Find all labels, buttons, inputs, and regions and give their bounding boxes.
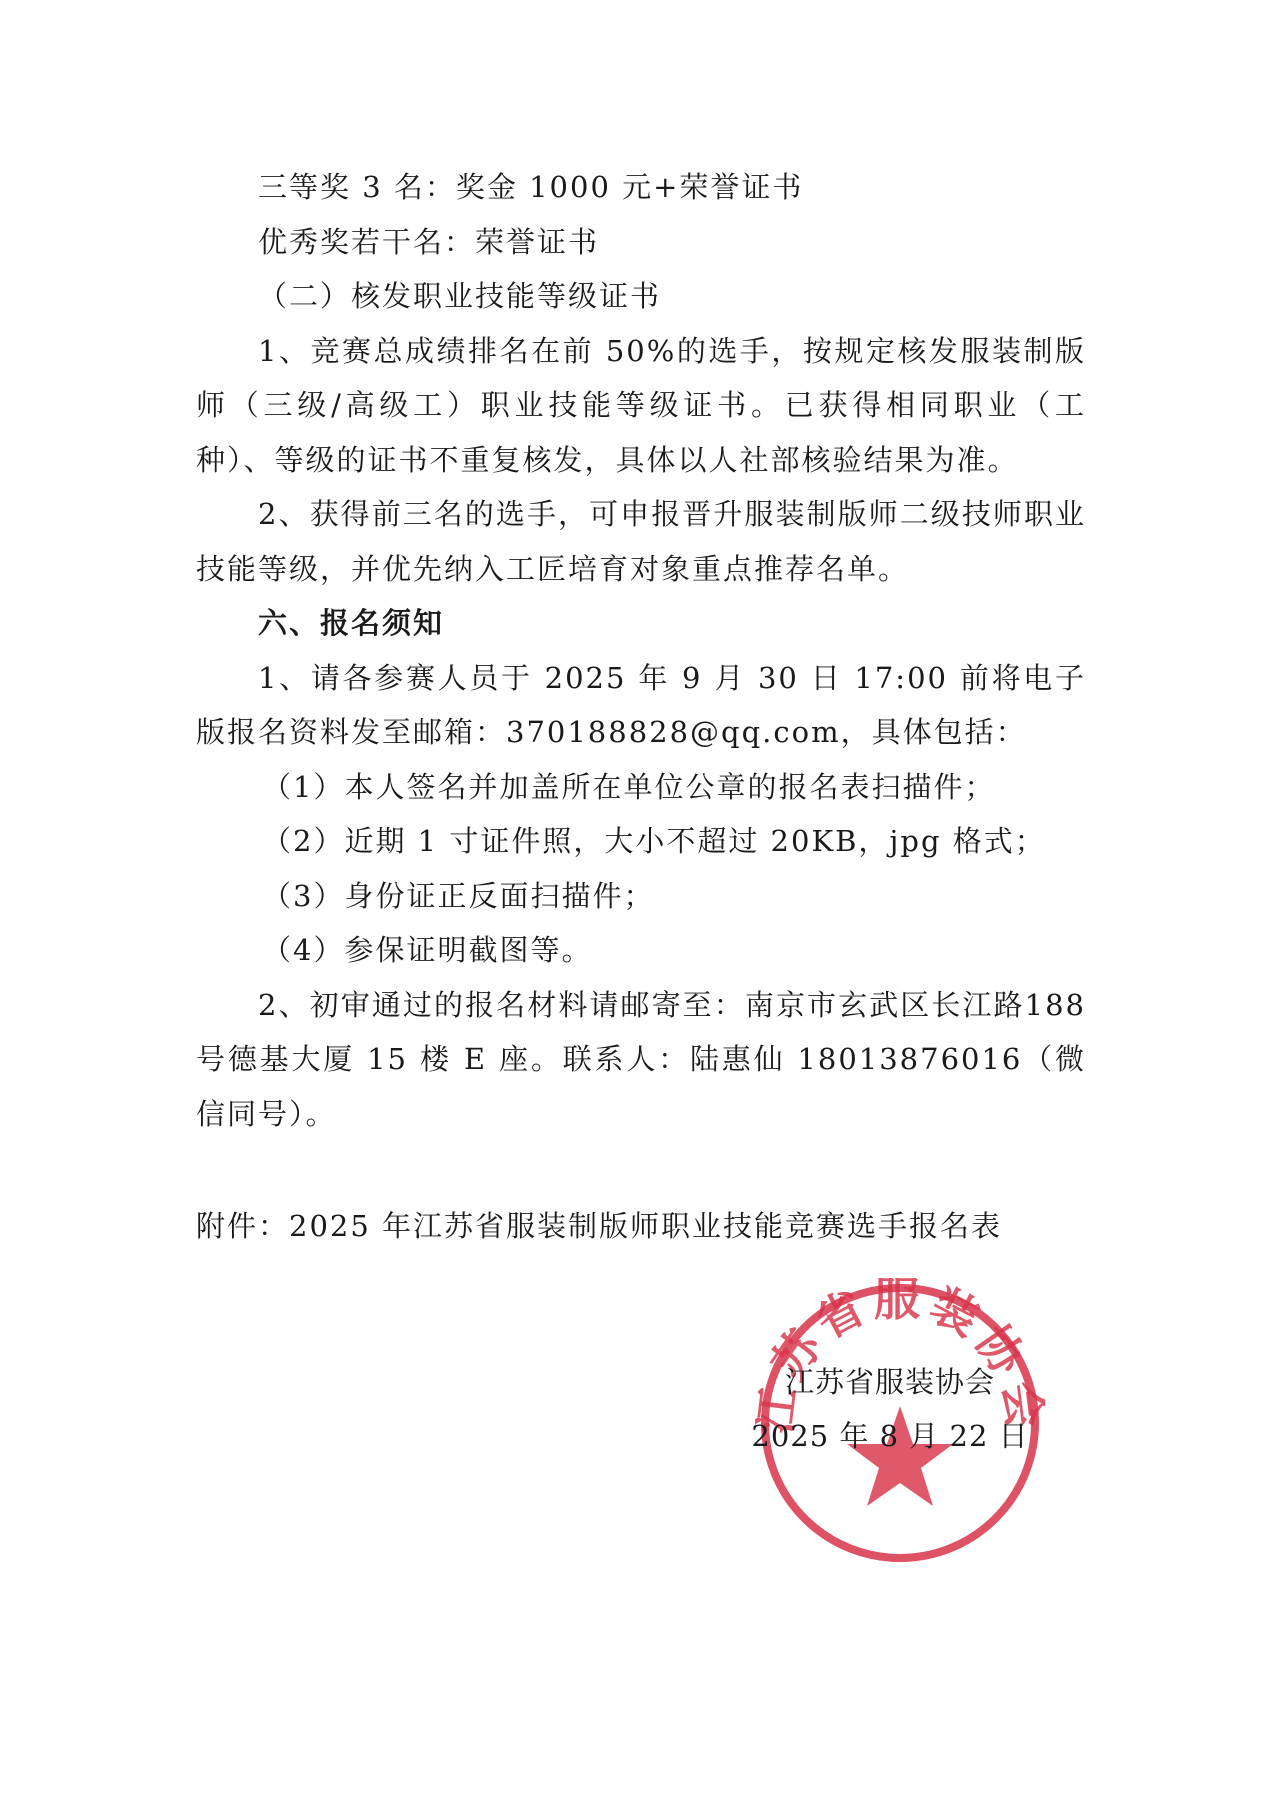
excellence-award-line: 优秀奖若干名：荣誉证书 [258,224,600,259]
signature-organization: 江苏省服装协会 [784,1365,995,1399]
seal-text: 苏省服装协 [761,1278,1039,1390]
registration-subitem-3: （3）身份证正反面扫描件； [262,878,655,913]
certificate-item-1: 1、竞赛总成绩排名在前 50%的选手，按规定核发服装制版师（三级/高级工）职业技能等级证书。已获得相同职业（工种）、等级的证书不重复核发，具体以人社部核验结果为准。 [196,333,1086,477]
section-heading-certificate: （二）核发职业技能等级证书 [258,279,662,313]
attachment-line: 附件：2025 年江苏省服装制版师职业技能竞赛选手报名表 [196,1209,1003,1243]
signature-block [740,1355,1040,1463]
registration-item-2: 2、初审通过的报名材料请邮寄至：南京市玄武区长江路188 号德基大厦 15 楼 E 座。联系人：陆惠仙 18013876016（微信同号）。 [196,987,1086,1131]
registration-subitem-4: （4）参保证明截图等。 [262,933,593,967]
registration-subitem-1: （1）本人签名并加盖所在单位公章的报名表扫描件； [262,769,996,804]
document-body [196,160,1086,1254]
section-heading-registration: 六、报名须知 [258,606,445,640]
certificate-item-2: 2、获得前三名的选手，可申报晋升服装制版师二级技师职业技能等级，并优先纳入工匠培育对象重点推荐名单。 [196,497,1086,586]
third-prize-line: 三等奖 3 名：奖金 1000 元+荣誉证书 [258,170,804,204]
signature-date: 2025 年 8 月 22 日 [751,1419,1029,1453]
registration-subitem-2: （2）近期 1 寸证件照，大小不超过 20KB，jpg 格式； [262,824,1046,858]
registration-item-1: 1、请各参赛人员于 2025 年 9 月 30 日 17:00 前将电子版报名资料发至邮箱：370188828@qq.com，具体包括： [196,660,1086,749]
